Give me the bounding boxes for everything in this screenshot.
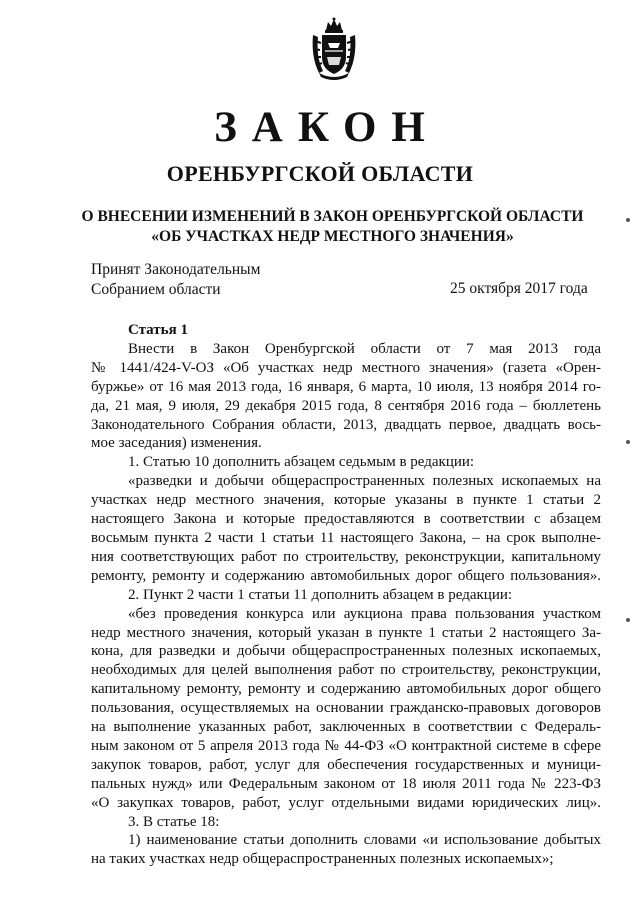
- body-line: буржье» от 16 мая 2013 года, 16 января, 6 марта, 10 июля, 13 ноября 2014 го-: [91, 378, 601, 395]
- body-line: 3. В статье 18:: [128, 813, 220, 830]
- document-subtitle: ОРЕНБУРГСКОЙ ОБЛАСТИ: [166, 161, 474, 186]
- body-line: «разведки и добычи общераспространенных полезных ископаемых на: [128, 473, 601, 490]
- body-line: № 1441/424-V-ОЗ «Об участках недр местного значения» (газета «Орен-: [91, 359, 601, 376]
- body-line: на выполнение указанных работ, заключенных в соответствии с Федераль-: [91, 719, 601, 736]
- heading-line: «ОБ УЧАСТКАХ НЕДР МЕСТНОГО ЗНАЧЕНИЯ»: [151, 228, 514, 245]
- scan-speck: [626, 440, 630, 444]
- body-line: «без проведения конкурса или аукциона права пользования участком: [128, 605, 601, 622]
- body-line: 1. Статью 10 дополнить абзацем седьмым в редакции:: [128, 454, 475, 471]
- heading-line: О ВНЕСЕНИИ ИЗМЕНЕНИЙ В ЗАКОН ОРЕНБУРГСКОЙ ОБЛАСТИ: [81, 208, 584, 225]
- body-line: закупок товаров, работ, услуг для обеспечения государственных и муници-: [91, 756, 601, 773]
- document-heading: [70, 207, 595, 247]
- article-title: Статья 1: [128, 322, 188, 338]
- body-line: Законодательного Собрания области, 2013, двадцать первое, двадцать вось-: [91, 416, 601, 433]
- adopted-by: [91, 260, 260, 300]
- body-line: недр местного значения, который указан в пункте 1 статьи 2 настоящего За-: [91, 624, 601, 641]
- adopted-line: Собранием области: [91, 281, 221, 298]
- body-line: восьмым пункта 2 части 1 статьи 11 настоящего Закона, – на срок выполне-: [91, 529, 601, 546]
- body-line: ным законом от 5 апреля 2013 года № 44-ФЗ «О контрактной системе в сфере: [91, 737, 601, 754]
- adopted-date: 25 октября 2017 года: [450, 280, 588, 297]
- body-line: ремонту, ремонту и содержанию автомобильных дорог общего пользования».: [91, 567, 601, 584]
- body-line: кона, для разведки и добычи общераспространенных полезных ископаемых,: [91, 643, 601, 660]
- body-line: пользования, осуществляемых на основании гражданско-правовых договоров: [91, 700, 601, 717]
- scan-speck: [626, 618, 630, 622]
- document-title: ЗАКОН: [214, 104, 440, 151]
- body-line: настоящего Закона и которые предоставляются в соответствии с абзацем: [91, 511, 601, 528]
- adopted-line: Принят Законодательным: [91, 261, 261, 278]
- body-line: пальных нужд» или Федеральным законом от 18 июля 2011 года № 223-ФЗ: [91, 775, 601, 792]
- body-line: 2. Пункт 2 части 1 статьи 11 дополнить абзацем в редакции:: [128, 586, 513, 603]
- body-line: Внести в Закон Оренбургской области от 7 мая 2013 года: [128, 340, 601, 357]
- coat-of-arms-emblem: [309, 17, 359, 81]
- body-line: ния соответствующих работ по строительству, реконструкции, капитальному: [91, 548, 601, 565]
- scan-speck: [626, 218, 630, 222]
- body-line: на таких участках недр общераспространенных полезных ископаемых»;: [91, 851, 554, 868]
- body-line: необходимых для целей выполнения работ по строительству, реконструкции,: [91, 662, 601, 679]
- body-line: 1) наименование статьи дополнить словами «и использование добытых: [128, 832, 601, 849]
- body-line: да, 21 мая, 9 июля, 29 декабря 2015 года, 8 сентября 2016 года – бюллетень: [91, 397, 601, 414]
- body-line: участках недр местного значения, которые указаны в пункте 1 статьи 2: [91, 492, 601, 509]
- body-line: капитальному ремонту, ремонту и содержанию автомобильных дорог общего: [91, 681, 601, 698]
- body-line: «О закупках товаров, работ, услуг отдельными видами юридических лиц».: [91, 794, 601, 811]
- document-body: [91, 321, 601, 869]
- body-line: мое заседания) изменения.: [91, 435, 262, 452]
